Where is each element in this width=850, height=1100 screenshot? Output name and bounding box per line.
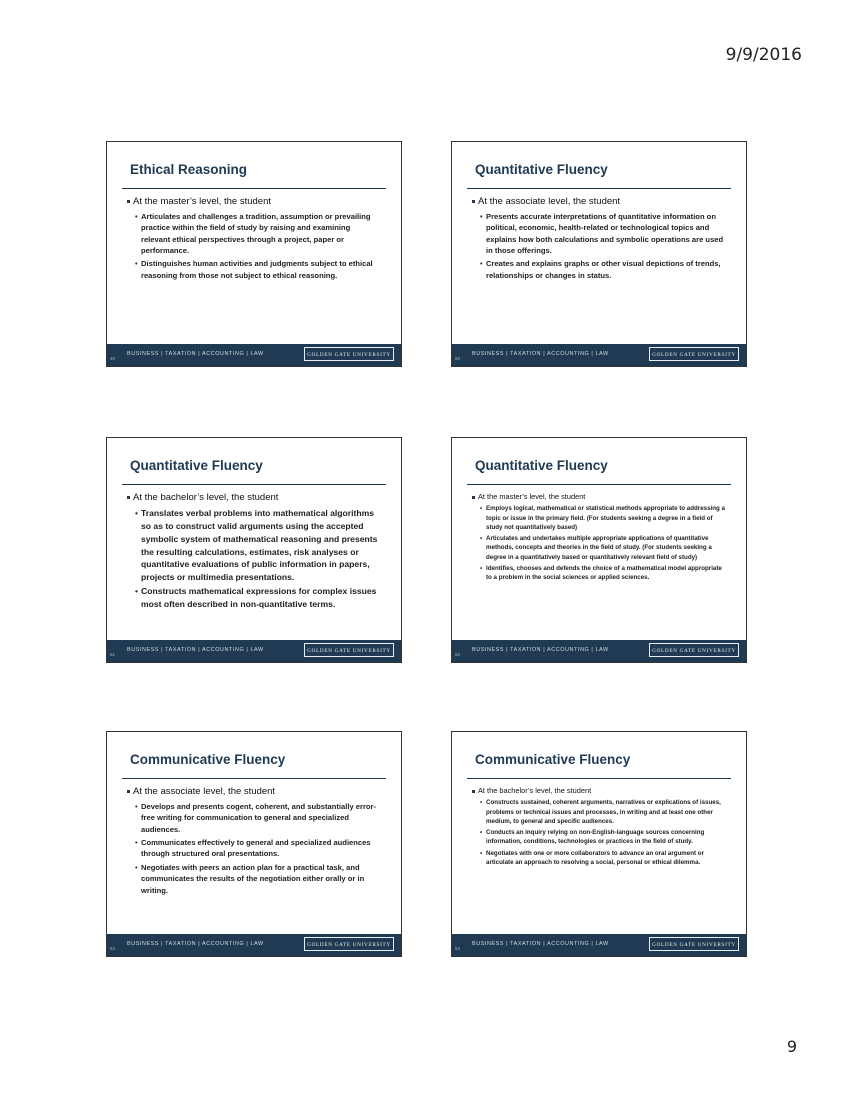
square-bullet-icon: [127, 790, 130, 793]
slide-bullet: • Negotiates with peers an action plan for a practical task, and communicates the results of the negotiation either orally or in writing.: [135, 862, 381, 896]
university-logo: GOLDEN GATE UNIVERSITY: [649, 643, 739, 657]
footer-nav: BUSINESS | TAXATION | ACCOUNTING | LAW: [127, 351, 264, 357]
slide-title: Communicative Fluency: [130, 752, 286, 767]
footer-nav: BUSINESS | TAXATION | ACCOUNTING | LAW: [472, 351, 609, 357]
footer-nav: BUSINESS | TAXATION | ACCOUNTING | LAW: [127, 941, 264, 947]
slide-title: Quantitative Fluency: [475, 458, 608, 473]
title-divider: [467, 484, 731, 485]
slide-footer: [452, 934, 746, 956]
slide-body: [472, 492, 726, 628]
footer-nav: BUSINESS | TAXATION | ACCOUNTING | LAW: [472, 647, 609, 653]
slide-bullet: • Negotiates with one or more collaborators to advance an oral argument or articulate an approach to resolving a social, personal or ethical dilemma.: [480, 849, 726, 868]
slide-title: Communicative Fluency: [475, 752, 631, 767]
page-number: 9: [786, 1037, 797, 1056]
slide-body: [127, 196, 381, 332]
slide-body: [127, 786, 381, 922]
slide-bullet: • Communicates effectively to general and specialized audiences through structured oral presentations.: [135, 837, 381, 860]
slide-title: Quantitative Fluency: [475, 162, 608, 177]
slide-bullet: • Presents accurate interpretations of quantitative information on political, economic, health-related or technological topics and explains how both calculations and symbolic operations are used in those offerings.: [480, 211, 726, 257]
footer-nav: BUSINESS | TAXATION | ACCOUNTING | LAW: [127, 647, 264, 653]
slide-lead-text: At the master’s level, the student: [133, 196, 272, 207]
square-bullet-icon: [472, 790, 475, 793]
slide-lead: [472, 492, 726, 501]
slide-lead: [472, 196, 726, 208]
slide-body: [472, 196, 726, 332]
title-divider: [467, 778, 731, 779]
title-divider: [122, 778, 386, 779]
title-divider: [122, 188, 386, 189]
slide-lead-text: At the bachelor’s level, the student: [478, 786, 592, 795]
slide-communicative-fluency-bachelor: [451, 731, 747, 957]
slide-number: 52: [455, 652, 461, 657]
slide-bullet: • Constructs sustained, coherent arguments, narratives or explications of issues, problems or technical issues and processes, in writing and at least one other medium, to general and specific audiences.: [480, 798, 726, 826]
slide-bullet: • Articulates and undertakes multiple appropriate applications of quantitative methods, concepts and theories in the field of study. (For students seeking a degree in a quantitatively based or quantitatively relevant field of study): [480, 534, 726, 562]
slide-bullet: • Distinguishes human activities and judgments subject to ethical reasoning from those not subject to ethical reasoning.: [135, 258, 381, 281]
slide-bullet: • Creates and explains graphs or other visual depictions of trends, relationships or changes in status.: [480, 258, 726, 281]
slide-communicative-fluency-associate: [106, 731, 402, 957]
slide-bullet: • Develops and presents cogent, coherent, and substantially error-free writing for communication to general and specialized audiences.: [135, 801, 381, 835]
slide-lead: [127, 786, 381, 798]
slide-quantitative-fluency-master: [451, 437, 747, 663]
slide-number: 50: [455, 356, 461, 361]
university-logo: GOLDEN GATE UNIVERSITY: [649, 937, 739, 951]
university-logo: GOLDEN GATE UNIVERSITY: [649, 347, 739, 361]
university-logo: GOLDEN GATE UNIVERSITY: [304, 347, 394, 361]
square-bullet-icon: [472, 200, 475, 203]
slide-number: 51: [110, 652, 116, 657]
slide-bullet: • Translates verbal problems into mathematical algorithms so as to construct valid arguments using the accepted symbolic system of mathematical reasoning and presents the resulting calculations, estimates, risk analyses or quantitative evaluations of public information in papers, projects or multimedia presentations.: [135, 507, 381, 584]
slide-lead-text: At the associate level, the student: [478, 196, 621, 207]
square-bullet-icon: [127, 496, 130, 499]
square-bullet-icon: [127, 200, 130, 203]
square-bullet-icon: [472, 496, 475, 499]
title-divider: [122, 484, 386, 485]
university-logo: GOLDEN GATE UNIVERSITY: [304, 937, 394, 951]
slide-footer: [107, 344, 401, 366]
slide-ethical-reasoning: [106, 141, 402, 367]
slide-lead-text: At the master’s level, the student: [478, 492, 586, 501]
slide-bullet: • Articulates and challenges a tradition, assumption or prevailing practice within the field of study by raising and examining relevant ethical perspectives through a project, paper or performance.: [135, 211, 381, 257]
slide-lead-text: At the bachelor’s level, the student: [133, 492, 279, 503]
slide-bullet: • Employs logical, mathematical or statistical methods appropriate to addressing a topic or issue in the primary field. (For students seeking a degree in a field of study not quantitatively based): [480, 504, 726, 532]
university-logo: GOLDEN GATE UNIVERSITY: [304, 643, 394, 657]
slide-lead: [472, 786, 726, 795]
slide-bullet: • Constructs mathematical expressions for complex issues most often described in non-quantitative terms.: [135, 585, 381, 611]
slide-footer: [452, 640, 746, 662]
slide-lead: [127, 196, 381, 208]
page-date: 9/9/2016: [725, 45, 802, 65]
slide-quantitative-fluency-associate: [451, 141, 747, 367]
slide-footer: [452, 344, 746, 366]
slide-bullet: • Conducts an inquiry relying on non-English-language sources concerning information, conditions, technologies or practices in the field of study.: [480, 828, 726, 847]
slide-lead: [127, 492, 381, 504]
slide-bullet: • Identifies, chooses and defends the choice of a mathematical model appropriate to a problem in the social sciences or applied sciences.: [480, 564, 726, 583]
slide-lead-text: At the associate level, the student: [133, 786, 276, 797]
slide-title: Ethical Reasoning: [130, 162, 248, 177]
slide-body: [472, 786, 726, 922]
slide-number: 54: [455, 946, 461, 951]
slide-number: 49: [110, 356, 116, 361]
title-divider: [467, 188, 731, 189]
slide-body: [127, 492, 381, 640]
slide-quantitative-fluency-bachelor: [106, 437, 402, 663]
slide-footer: [107, 640, 401, 662]
slide-footer: [107, 934, 401, 956]
slide-number: 53: [110, 946, 116, 951]
footer-nav: BUSINESS | TAXATION | ACCOUNTING | LAW: [472, 941, 609, 947]
slide-title: Quantitative Fluency: [130, 458, 263, 473]
